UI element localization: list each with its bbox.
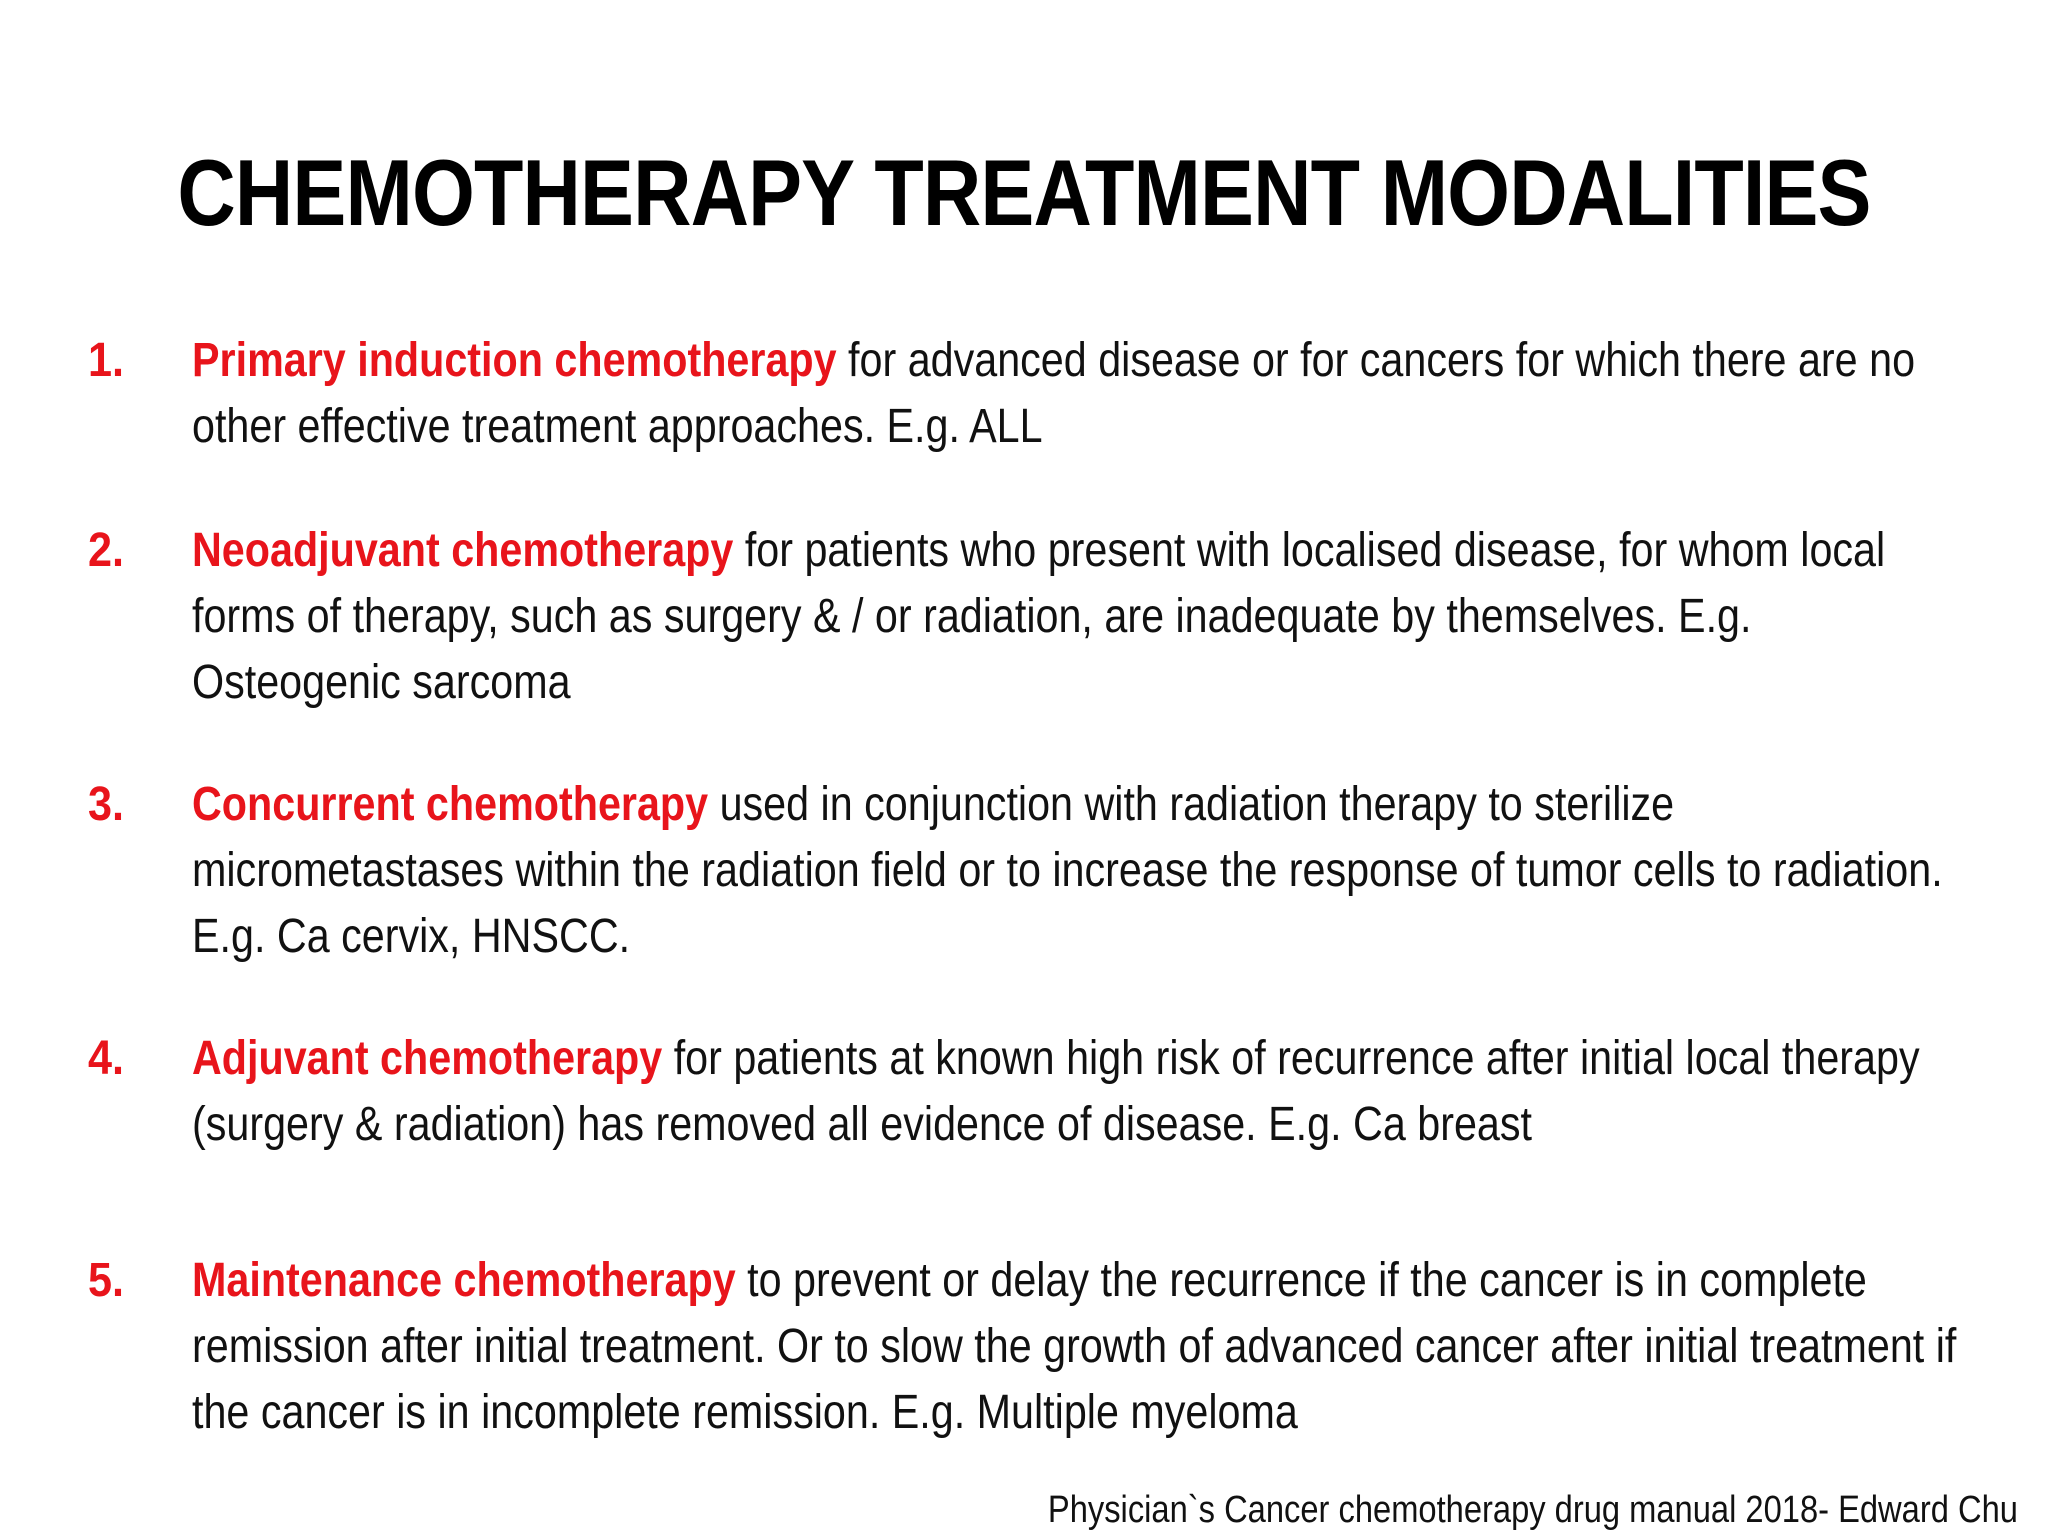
citation: Physician`s Cancer chemotherapy drug manual 2018- Edward Chu [1047, 1489, 2018, 1531]
list-item-number: 5. [88, 1254, 125, 1307]
list-item-body [192, 772, 1964, 970]
list-item-number: 2. [88, 524, 125, 577]
list-item-text: to prevent or delay the recurrence if the cancer is in complete remission after initial treatment. Or to slow the growth of advanced cancer after initial treatment if the cancer is in incomplete remission. E.g. Multiple myeloma [192, 1254, 1957, 1439]
list-item-text: for patients who present with localised disease, for whom local forms of therapy, such as surgery & / or radiation, are inadequate by themselves. E.g. Osteogenic sarcoma [192, 524, 1886, 709]
list-item-body [192, 328, 1964, 460]
list-item-term: Concurrent chemotherapy [192, 778, 709, 831]
list-item-body [192, 1248, 1964, 1446]
list-item-number: 4. [88, 1032, 125, 1085]
list-item-term: Adjuvant chemotherapy [192, 1032, 663, 1085]
list-item-term: Neoadjuvant chemotherapy [192, 524, 734, 577]
list-item-body [192, 1026, 1964, 1158]
slide-title: CHEMOTHERAPY TREATMENT MODALITIES [177, 140, 1871, 245]
list-item-term: Primary induction chemotherapy [192, 334, 837, 387]
list-item-text: for advanced disease or for cancers for which there are no other effective treatment approaches. E.g. ALL [192, 334, 1916, 453]
list-item-number: 1. [88, 334, 125, 387]
list-item-text: for patients at known high risk of recurrence after initial local therapy (surgery & radiation) has removed all evidence of disease. E.g. Ca breast [192, 1032, 1920, 1151]
list-item-body [192, 518, 1964, 716]
list-item-number: 3. [88, 778, 125, 831]
list-item-term: Maintenance chemotherapy [192, 1254, 736, 1307]
list-item-text: used in conjunction with radiation therapy to sterilize micrometastases within the radiation field or to increase the response of tumor cells to radiation. E.g. Ca cervix, HNSCC. [192, 778, 1943, 963]
